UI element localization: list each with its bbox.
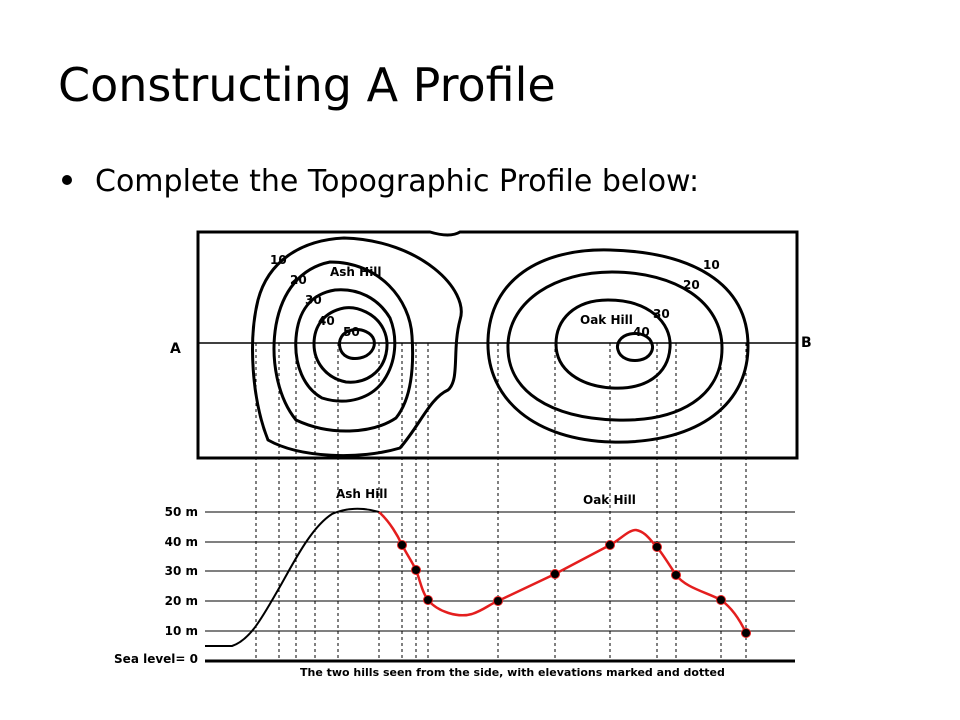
point-10m-c: [742, 629, 751, 638]
ash-label-50: 50: [343, 325, 360, 339]
point-a-label: A: [170, 341, 181, 357]
profile-grid: [205, 512, 795, 661]
elev-40: 40 m: [164, 535, 198, 549]
point-20m-a: [424, 596, 433, 605]
ash-label-30: 30: [305, 293, 322, 307]
oak-hill-map-label: Oak Hill: [580, 313, 633, 327]
ash-label-20: 20: [290, 273, 307, 287]
point-20m-c: [717, 596, 726, 605]
ash-hill-profile-line: [205, 509, 379, 646]
oak-label-20: 20: [683, 278, 700, 292]
oak-label-40: 40: [633, 325, 650, 339]
oak-hill-profile-label: Oak Hill: [583, 493, 636, 507]
profile-caption: The two hills seen from the side, with elevations marked and dotted: [300, 666, 725, 679]
elevation-labels: [114, 505, 198, 666]
answer-profile-line: [379, 512, 746, 633]
elev-10: 10 m: [164, 624, 198, 638]
elev-20: 20 m: [164, 594, 198, 608]
oak-label-30: 30: [653, 307, 670, 321]
oak-contour-20: [508, 272, 722, 420]
point-40m-c: [653, 543, 662, 552]
point-30m-c: [672, 571, 681, 580]
point-b-label: B: [801, 335, 812, 351]
bullet-text: Complete the Topographic Profile below:: [95, 164, 700, 199]
slide-title: Constructing A Profile: [58, 58, 556, 112]
elev-50: 50 m: [164, 505, 198, 519]
oak-label-10: 10: [703, 258, 720, 272]
ash-hill-map-label: Ash Hill: [330, 265, 382, 279]
point-30m-a: [412, 566, 421, 575]
elev-sea-level: Sea level= 0: [114, 652, 198, 666]
elev-30: 30 m: [164, 564, 198, 578]
point-40m-a: [398, 541, 407, 550]
point-30m-b: [551, 570, 560, 579]
point-20m-b: [494, 597, 503, 606]
map-labels: [170, 253, 812, 357]
ash-label-10: 10: [270, 253, 287, 267]
point-40m-b: [606, 541, 615, 550]
ash-label-40: 40: [318, 314, 335, 328]
ash-hill-profile-label: Ash Hill: [336, 487, 388, 501]
